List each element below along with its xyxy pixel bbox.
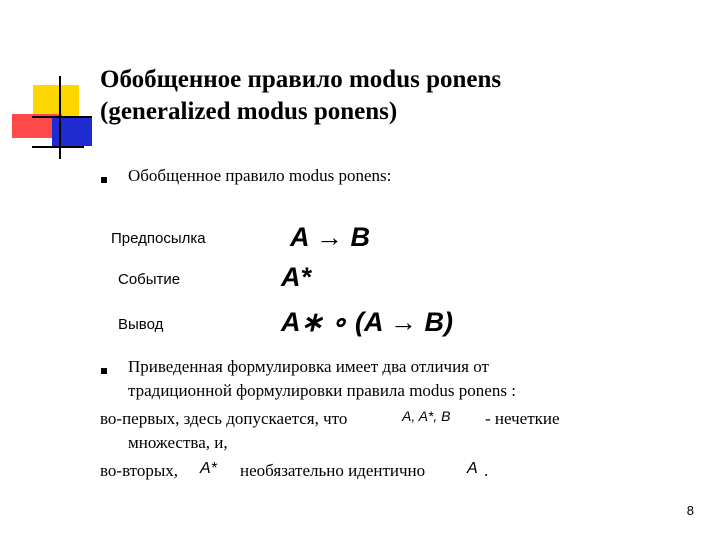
bullet-2-line-1: Приведенная формулировка имеет два отличия от: [128, 357, 489, 376]
bullet-1-marker: [101, 177, 107, 183]
title-line-1: Обобщенное правило modus ponens: [100, 66, 502, 93]
first-point-formula: A, A*, B: [402, 408, 451, 424]
bullet-2-line-2: традиционной формулировки правила modus ponens :: [128, 381, 516, 400]
decor-horizontal-line: [32, 116, 92, 118]
conclusion-label: Вывод: [118, 316, 164, 333]
first-point-line-2: множества, и,: [128, 433, 228, 452]
premise-label: Предпосылка: [111, 230, 206, 247]
first-point-prefix: во-первых, здесь допускается, что: [100, 409, 348, 428]
event-formula: A*: [281, 262, 312, 292]
decor-horizontal-line-2: [32, 146, 84, 148]
premise-formula: A → B: [290, 222, 370, 252]
bullet-2-marker: [101, 368, 107, 374]
event-label: Событие: [118, 271, 181, 288]
conclusion-formula: A∗ ∘ (A → B): [281, 307, 454, 337]
title-line-2: (generalized modus ponens): [100, 98, 398, 125]
second-point-formula: A*: [200, 460, 217, 477]
page-number: 8: [686, 503, 694, 518]
second-point-formula-2: A: [467, 460, 478, 477]
first-point-suffix: - нечеткие: [485, 409, 560, 428]
second-point-suffix: .: [484, 461, 489, 480]
decor-blue-square: [52, 118, 92, 146]
second-point-middle: необязательно идентично: [240, 461, 426, 480]
bullet-1-text: Обобщенное правило modus ponens:: [128, 166, 392, 185]
slide-title: [100, 64, 501, 128]
second-point-prefix: во-вторых,: [100, 461, 179, 480]
